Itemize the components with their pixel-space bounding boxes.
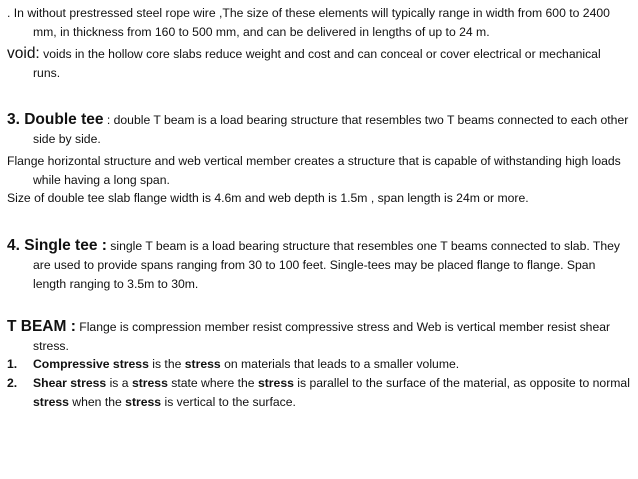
bold-term: Shear stress [33, 376, 107, 390]
paragraph-text: . In without prestressed steel rope wire ,The size of these elements will typically range in width from 600 to 2400 mm, in thickness from 160 to 500 mm, and can be delivered in lengths of up to 24 m. [7, 6, 610, 39]
bold-term: Compressive stress [33, 357, 149, 371]
double-tee-heading: 3. Double tee [7, 111, 104, 128]
stress-list [7, 355, 631, 412]
paragraph-double-tee [7, 110, 631, 149]
list-text: is the [148, 357, 185, 371]
bold-term: stress [33, 395, 69, 409]
paragraph-flange-web [7, 152, 631, 190]
paragraph-double-tee-size [7, 189, 631, 208]
bold-term: stress [125, 395, 162, 409]
paragraph-single-tee [7, 236, 631, 294]
paragraph-hollow-core-size [7, 4, 631, 42]
bold-term: stress [184, 357, 221, 371]
list-number: 2. [7, 376, 18, 390]
paragraph-text: single T beam is a load bearing structure that resembles one T beams connected to slab. They are used to provide spans ranging from 30 to 100 feet. Single-tees may be placed flange to flange. Span length ranging to 3.5m to 30m. [33, 239, 620, 291]
list-text: is vertical to the surface. [161, 395, 296, 409]
bold-term: stress [131, 376, 168, 390]
paragraph-text: : double T beam is a load bearing structure that resembles two T beams connected to each other side by side. [33, 113, 629, 146]
paragraph-text: Size of double tee slab flange width is 4.6m and web depth is 1.5m , span length is 24m or more. [7, 191, 529, 205]
paragraph-void [7, 44, 631, 83]
list-number: 1. [7, 357, 18, 371]
single-tee-heading: 4. Single tee : [7, 237, 107, 254]
list-text: when the [68, 395, 126, 409]
paragraph-text: voids in the hollow core slabs reduce weight and cost and can conceal or cover electrical or mechanical runs. [33, 47, 601, 80]
list-item [7, 374, 631, 412]
list-text: state where the [167, 376, 258, 390]
list-item [7, 355, 631, 374]
t-beam-heading: T BEAM : [7, 318, 76, 335]
paragraph-text: Flange horizontal structure and web vertical member creates a structure that is capable of withstanding high loads while having a long span. [7, 154, 621, 187]
paragraph-t-beam [7, 317, 631, 356]
paragraph-text: Flange is compression member resist compressive stress and Web is vertical member resist shear stress. [33, 320, 611, 353]
list-text: is parallel to the surface of the material, as opposite to normal [293, 376, 630, 390]
bold-term: stress [257, 376, 294, 390]
void-label: void: [7, 45, 40, 62]
list-text: on materials that leads to a smaller volume. [220, 357, 460, 371]
list-text: is a [106, 376, 132, 390]
